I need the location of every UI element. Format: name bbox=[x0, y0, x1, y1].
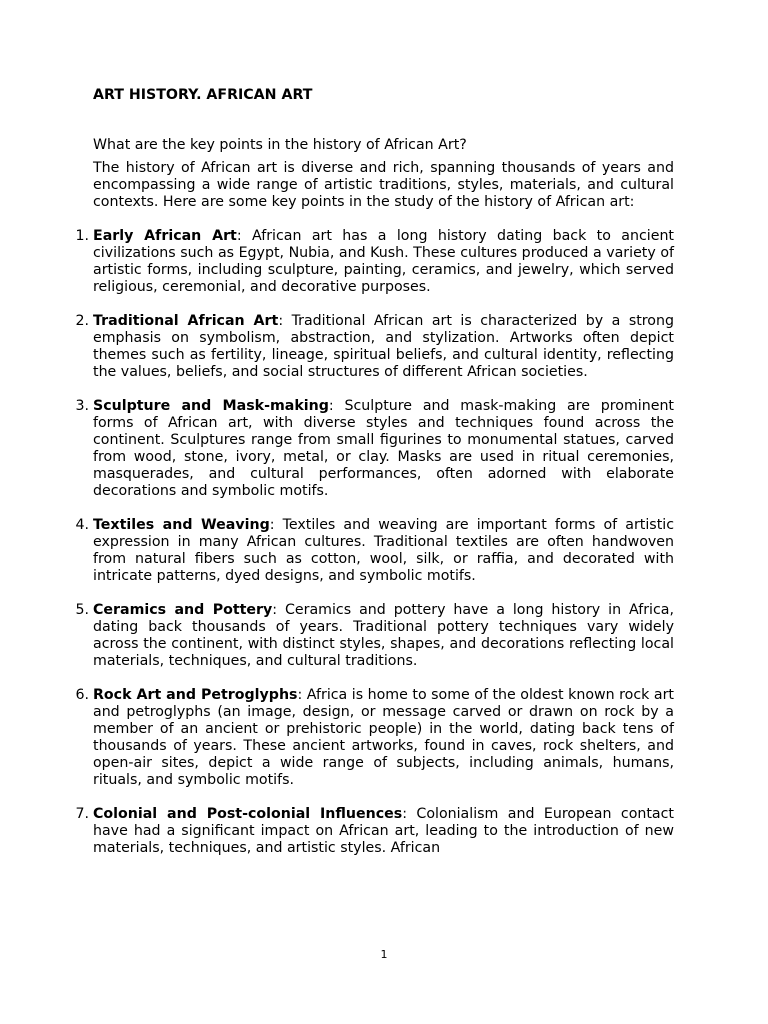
item-number: 7. bbox=[75, 806, 89, 822]
page-number: 1 bbox=[380, 948, 388, 961]
item-heading: Ceramics and Pottery bbox=[93, 602, 273, 618]
item-text: : African art has a long history dating back to ancient civilizations such as Egypt, Nubia, and Kush. These cultures produced a variety of artistic forms, including sculpture, painting, ceramics, and jewelry, which served religious, ceremonial, and decorative purposes. bbox=[93, 228, 674, 295]
item-heading: Rock Art and Petroglyphs bbox=[93, 687, 298, 703]
item-heading: Traditional African Art bbox=[93, 313, 279, 329]
item-text: : Sculpture and mask-making are prominent forms of African art, with diverse styles and techniques found across the continent. Sculptures range from small figurines to monumental statues, carved from wood, stone, ivory, metal, or clay. Masks are used in ritual ceremonies, masquerades, and cultural performances, often adorned with elaborate decorations and symbolic motifs. bbox=[93, 398, 674, 499]
item-text: : Colonialism and European contact have had a significant impact on African art, leading to the introduction of new materials, techniques, and artistic styles. African bbox=[93, 806, 674, 856]
intro-paragraph: The history of African art is diverse and rich, spanning thousands of years and encompassing a wide range of artistic traditions, styles, materials, and cultural contexts. Here are some key points in the study of the history of African art: bbox=[93, 160, 674, 210]
item-heading: Sculpture and Mask-making bbox=[93, 398, 329, 414]
item-heading: Colonial and Post-colonial Influences bbox=[93, 806, 403, 822]
item-text: : Traditional African art is characterized by a strong emphasis on symbolism, abstraction, and stylization. Artworks often depict themes such as fertility, lineage, spiritual beliefs, and cultural identity, reflecting the values, beliefs, and social structures of different African societies. bbox=[93, 313, 674, 380]
item-number: 5. bbox=[75, 602, 89, 618]
list-item bbox=[75, 602, 675, 670]
list-item bbox=[75, 313, 674, 381]
item-number: 1. bbox=[75, 228, 89, 244]
item-number: 2. bbox=[75, 313, 89, 329]
key-points-list bbox=[75, 228, 675, 857]
item-text: : Africa is home to some of the oldest known rock art and petroglyphs (an image, design, or message carved or drawn on rock by a member of an ancient or prehistoric people) in the world, dating back tens of thousands of years. These ancient artworks, found in caves, rock shelters, and open-air sites, depict a wide range of subjects, including animals, humans, rituals, and symbolic motifs. bbox=[93, 687, 674, 788]
item-text: : Ceramics and pottery have a long history in Africa, dating back thousands of years. Traditional pottery techniques vary widely across the continent, with distinct styles, shapes, and decorations reflecting local materials, techniques, and cultural traditions. bbox=[93, 602, 675, 669]
item-number: 6. bbox=[75, 687, 89, 703]
list-item bbox=[75, 806, 674, 857]
item-text: : Textiles and weaving are important forms of artistic expression in many African cultures. Traditional textiles are often handwoven from natural fibers such as cotton, wool, silk, or raffia, and decorated with intricate patterns, dyed designs, and symbolic motifs. bbox=[93, 517, 675, 584]
list-item bbox=[75, 228, 674, 296]
item-number: 4. bbox=[75, 517, 89, 533]
list-item bbox=[75, 517, 675, 585]
document-body bbox=[75, 87, 675, 874]
item-heading: Textiles and Weaving bbox=[93, 517, 270, 533]
item-number: 3. bbox=[75, 398, 89, 414]
list-item bbox=[75, 398, 674, 500]
document-title: ART HISTORY. AFRICAN ART bbox=[93, 87, 313, 103]
list-item bbox=[75, 687, 674, 789]
item-heading: Early African Art bbox=[93, 228, 237, 244]
question-paragraph: What are the key points in the history of African Art? bbox=[93, 137, 467, 153]
